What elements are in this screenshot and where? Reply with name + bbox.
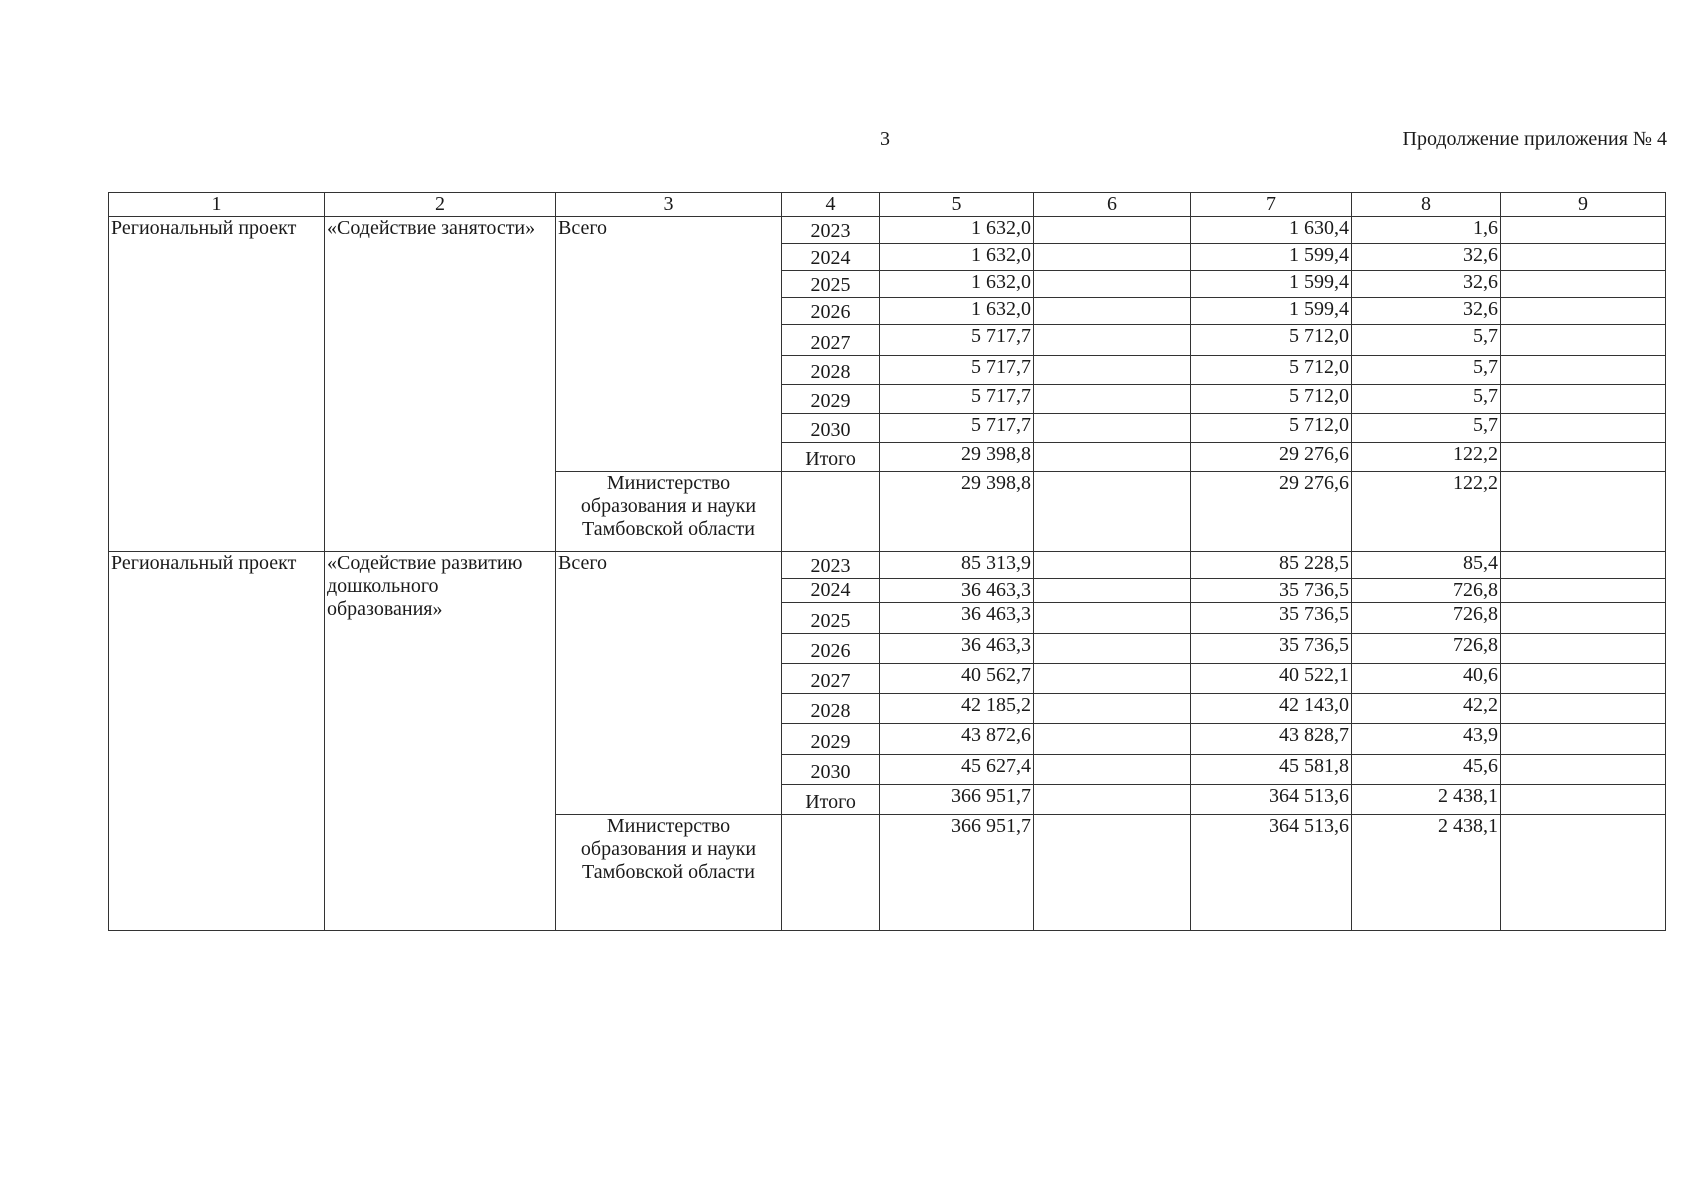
value-cell-c7: 35 736,5 bbox=[1191, 603, 1352, 634]
value-cell-c7: 40 522,1 bbox=[1191, 664, 1352, 694]
value-cell-c8: 726,8 bbox=[1352, 634, 1501, 664]
value-cell-c6 bbox=[1034, 271, 1191, 298]
column-header: 9 bbox=[1501, 193, 1666, 217]
column-header: 2 bbox=[325, 193, 556, 217]
ministry-value-c9 bbox=[1501, 472, 1666, 552]
value-cell-c8: 1,6 bbox=[1352, 217, 1501, 244]
value-cell-c9 bbox=[1501, 271, 1666, 298]
value-cell-c5: 29 398,8 bbox=[880, 443, 1034, 472]
value-cell-c5: 5 717,7 bbox=[880, 385, 1034, 414]
value-cell-c5: 1 632,0 bbox=[880, 217, 1034, 244]
ministry-value-c7: 29 276,6 bbox=[1191, 472, 1352, 552]
value-cell-c5: 36 463,3 bbox=[880, 634, 1034, 664]
year-cell: 2025 bbox=[782, 603, 880, 634]
project-label-cell: Региональный проект bbox=[109, 552, 325, 931]
value-cell-c9 bbox=[1501, 414, 1666, 443]
year-cell: 2030 bbox=[782, 755, 880, 785]
value-cell-c8: 40,6 bbox=[1352, 664, 1501, 694]
value-cell-c7: 364 513,6 bbox=[1191, 785, 1352, 815]
ministry-value-c9 bbox=[1501, 815, 1666, 931]
value-cell-c5: 1 632,0 bbox=[880, 244, 1034, 271]
value-cell-c9 bbox=[1501, 634, 1666, 664]
value-cell-c6 bbox=[1034, 634, 1191, 664]
appendix-note: Продолжение приложения № 4 bbox=[1402, 128, 1667, 150]
value-cell-c9 bbox=[1501, 298, 1666, 325]
value-cell-c8: 32,6 bbox=[1352, 271, 1501, 298]
value-cell-c7: 85 228,5 bbox=[1191, 552, 1352, 579]
value-cell-c7: 5 712,0 bbox=[1191, 356, 1352, 385]
value-cell-c7: 35 736,5 bbox=[1191, 579, 1352, 603]
column-header: 1 bbox=[109, 193, 325, 217]
value-cell-c9 bbox=[1501, 785, 1666, 815]
value-cell-c6 bbox=[1034, 356, 1191, 385]
year-cell: Итого bbox=[782, 785, 880, 815]
value-cell-c8: 2 438,1 bbox=[1352, 785, 1501, 815]
value-cell-c9 bbox=[1501, 217, 1666, 244]
column-number-row bbox=[109, 193, 1666, 217]
value-cell-c6 bbox=[1034, 414, 1191, 443]
value-cell-c6 bbox=[1034, 724, 1191, 755]
value-cell-c9 bbox=[1501, 385, 1666, 414]
value-cell-c9 bbox=[1501, 356, 1666, 385]
value-cell-c5: 5 717,7 bbox=[880, 414, 1034, 443]
value-cell-c9 bbox=[1501, 325, 1666, 356]
value-cell-c6 bbox=[1034, 552, 1191, 579]
year-cell: 2023 bbox=[782, 552, 880, 579]
value-cell-c8: 5,7 bbox=[1352, 325, 1501, 356]
value-cell-c5: 5 717,7 bbox=[880, 325, 1034, 356]
value-cell-c6 bbox=[1034, 385, 1191, 414]
value-cell-c6 bbox=[1034, 603, 1191, 634]
year-cell: 2024 bbox=[782, 579, 880, 603]
value-cell-c5: 40 562,7 bbox=[880, 664, 1034, 694]
ministry-name-cell: Министерство образования и науки Тамбовской области bbox=[556, 472, 782, 552]
value-cell-c7: 35 736,5 bbox=[1191, 634, 1352, 664]
value-cell-c9 bbox=[1501, 724, 1666, 755]
ministry-value-c8: 122,2 bbox=[1352, 472, 1501, 552]
value-cell-c5: 45 627,4 bbox=[880, 755, 1034, 785]
column-header: 8 bbox=[1352, 193, 1501, 217]
ministry-value-c5: 366 951,7 bbox=[880, 815, 1034, 931]
value-cell-c7: 1 599,4 bbox=[1191, 244, 1352, 271]
value-cell-c6 bbox=[1034, 785, 1191, 815]
column-header: 7 bbox=[1191, 193, 1352, 217]
value-cell-c8: 43,9 bbox=[1352, 724, 1501, 755]
value-cell-c9 bbox=[1501, 755, 1666, 785]
year-cell: 2029 bbox=[782, 724, 880, 755]
column-header: 4 bbox=[782, 193, 880, 217]
project-name-cell: «Содействие занятости» bbox=[325, 217, 556, 552]
ministry-value-c5: 29 398,8 bbox=[880, 472, 1034, 552]
year-cell: 2027 bbox=[782, 325, 880, 356]
value-cell-c8: 726,8 bbox=[1352, 603, 1501, 634]
year-cell: 2027 bbox=[782, 664, 880, 694]
ministry-value-c7: 364 513,6 bbox=[1191, 815, 1352, 931]
value-cell-c7: 5 712,0 bbox=[1191, 325, 1352, 356]
value-cell-c8: 32,6 bbox=[1352, 298, 1501, 325]
year-cell: 2026 bbox=[782, 298, 880, 325]
value-cell-c5: 5 717,7 bbox=[880, 356, 1034, 385]
year-cell: 2025 bbox=[782, 271, 880, 298]
value-cell-c6 bbox=[1034, 217, 1191, 244]
table-row bbox=[109, 217, 1666, 244]
year-cell: 2029 bbox=[782, 385, 880, 414]
value-cell-c6 bbox=[1034, 298, 1191, 325]
value-cell-c7: 1 599,4 bbox=[1191, 271, 1352, 298]
column-header: 5 bbox=[880, 193, 1034, 217]
year-cell: 2023 bbox=[782, 217, 880, 244]
value-cell-c6 bbox=[1034, 244, 1191, 271]
value-cell-c5: 42 185,2 bbox=[880, 694, 1034, 724]
value-cell-c8: 5,7 bbox=[1352, 385, 1501, 414]
value-cell-c8: 5,7 bbox=[1352, 356, 1501, 385]
page-number: 3 bbox=[880, 128, 890, 150]
ministry-value-c6 bbox=[1034, 472, 1191, 552]
value-cell-c5: 1 632,0 bbox=[880, 298, 1034, 325]
value-cell-c9 bbox=[1501, 603, 1666, 634]
value-cell-c7: 42 143,0 bbox=[1191, 694, 1352, 724]
value-cell-c8: 42,2 bbox=[1352, 694, 1501, 724]
value-cell-c7: 45 581,8 bbox=[1191, 755, 1352, 785]
ministry-c4-cell bbox=[782, 472, 880, 552]
value-cell-c5: 36 463,3 bbox=[880, 579, 1034, 603]
column-header: 3 bbox=[556, 193, 782, 217]
year-cell: 2030 bbox=[782, 414, 880, 443]
value-cell-c9 bbox=[1501, 443, 1666, 472]
value-cell-c8: 122,2 bbox=[1352, 443, 1501, 472]
value-cell-c9 bbox=[1501, 244, 1666, 271]
value-cell-c6 bbox=[1034, 579, 1191, 603]
year-cell: Итого bbox=[782, 443, 880, 472]
value-cell-c5: 1 632,0 bbox=[880, 271, 1034, 298]
value-cell-c7: 5 712,0 bbox=[1191, 414, 1352, 443]
project-label-cell: Региональный проект bbox=[109, 217, 325, 552]
total-label-cell: Всего bbox=[556, 552, 782, 815]
year-cell: 2024 bbox=[782, 244, 880, 271]
value-cell-c6 bbox=[1034, 694, 1191, 724]
table-row bbox=[109, 552, 1666, 579]
value-cell-c9 bbox=[1501, 552, 1666, 579]
value-cell-c9 bbox=[1501, 579, 1666, 603]
value-cell-c9 bbox=[1501, 664, 1666, 694]
value-cell-c6 bbox=[1034, 664, 1191, 694]
value-cell-c7: 29 276,6 bbox=[1191, 443, 1352, 472]
ministry-c4-cell bbox=[782, 815, 880, 931]
value-cell-c7: 5 712,0 bbox=[1191, 385, 1352, 414]
ministry-value-c6 bbox=[1034, 815, 1191, 931]
value-cell-c8: 85,4 bbox=[1352, 552, 1501, 579]
value-cell-c8: 45,6 bbox=[1352, 755, 1501, 785]
column-header: 6 bbox=[1034, 193, 1191, 217]
value-cell-c7: 1 599,4 bbox=[1191, 298, 1352, 325]
value-cell-c8: 32,6 bbox=[1352, 244, 1501, 271]
ministry-value-c8: 2 438,1 bbox=[1352, 815, 1501, 931]
value-cell-c7: 1 630,4 bbox=[1191, 217, 1352, 244]
year-cell: 2028 bbox=[782, 356, 880, 385]
budget-table bbox=[108, 192, 1666, 931]
ministry-name-cell: Министерство образования и науки Тамбовской области bbox=[556, 815, 782, 931]
value-cell-c6 bbox=[1034, 325, 1191, 356]
value-cell-c6 bbox=[1034, 443, 1191, 472]
value-cell-c5: 36 463,3 bbox=[880, 603, 1034, 634]
year-cell: 2028 bbox=[782, 694, 880, 724]
year-cell: 2026 bbox=[782, 634, 880, 664]
value-cell-c7: 43 828,7 bbox=[1191, 724, 1352, 755]
project-name-cell: «Содействие развитию дошкольного образования» bbox=[325, 552, 556, 931]
value-cell-c5: 366 951,7 bbox=[880, 785, 1034, 815]
value-cell-c8: 5,7 bbox=[1352, 414, 1501, 443]
value-cell-c5: 43 872,6 bbox=[880, 724, 1034, 755]
total-label-cell: Всего bbox=[556, 217, 782, 472]
value-cell-c8: 726,8 bbox=[1352, 579, 1501, 603]
value-cell-c6 bbox=[1034, 755, 1191, 785]
value-cell-c5: 85 313,9 bbox=[880, 552, 1034, 579]
value-cell-c9 bbox=[1501, 694, 1666, 724]
